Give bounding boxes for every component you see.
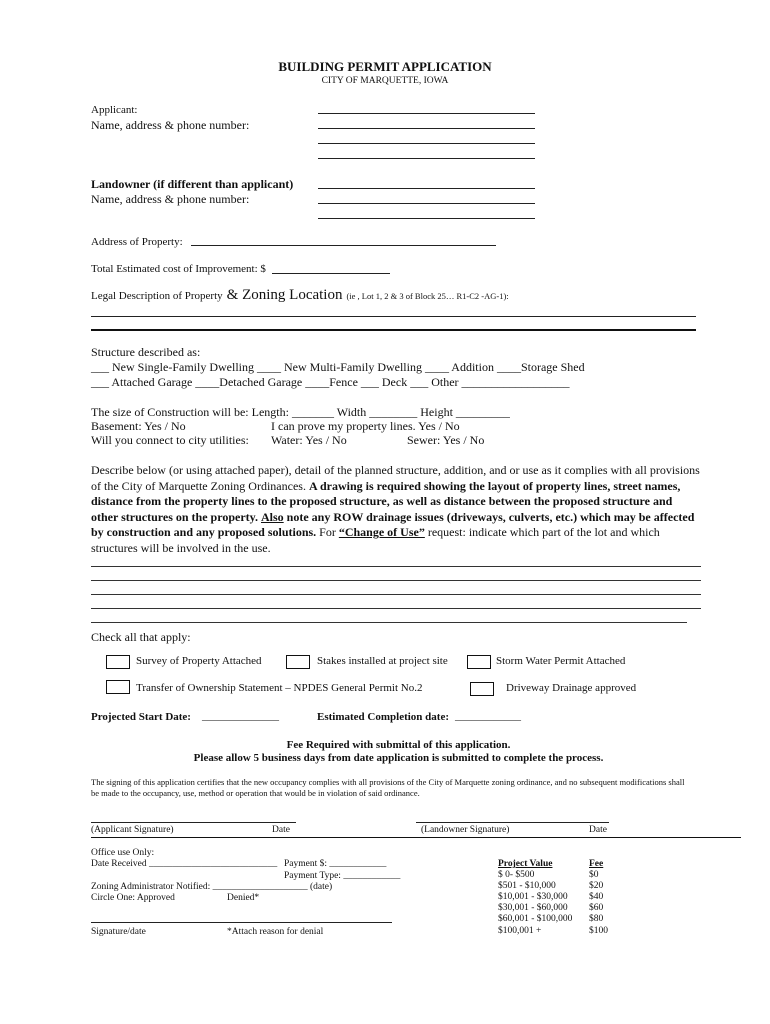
construction-size: The size of Construction will be: Length: _______ Width ________ Height _________: [91, 405, 510, 419]
fee-notice-line-1: Fee Required with submittal of this application.: [286, 739, 511, 751]
describe-line-5[interactable]: [91, 622, 687, 623]
applicant-signature-line[interactable]: [91, 822, 296, 823]
fee-row-fee: $0: [589, 870, 599, 880]
basement-question: Basement: Yes / No: [91, 419, 186, 433]
describe-change-of-use: “Change of Use”: [338, 525, 425, 539]
applicant-sublabel: Name, address & phone number:: [91, 118, 250, 132]
driveway-checkbox[interactable]: [470, 682, 494, 696]
fee-row-value: $60,001 - $100,000: [498, 914, 573, 924]
applicant-line-2[interactable]: [318, 128, 535, 129]
fee-row-fee: $20: [589, 881, 604, 891]
fee-row-value: $30,001 - $60,000: [498, 903, 568, 913]
checklist-heading: Check all that apply:: [91, 630, 191, 644]
fee-row-value: $501 - $10,000: [498, 881, 556, 891]
landowner-signature-label: (Landowner Signature): [421, 825, 510, 835]
legal-description: [91, 286, 509, 304]
signature-date-label: Signature/date: [91, 927, 146, 937]
describe-paragraph: [91, 463, 701, 556]
legal-hint: (ie , Lot 1, 2 & 3 of Block 25… R1-C2 -AG-1):: [346, 291, 509, 301]
driveway-label: Driveway Drainage approved: [506, 682, 637, 694]
page-title: BUILDING PERMIT APPLICATION: [278, 59, 492, 74]
utilities-question: Will you connect to city utilities:: [91, 433, 249, 447]
legal-label-b: & Zoning Location: [226, 287, 343, 303]
certification-text: The signing of this application certifies that the new occupancy complies with all provisions of the City of Marquette zoning ordinance, and no subsequent modifications shall be made to the occupancy, use, method or operation that would be in violation of said ordinance.: [91, 777, 685, 798]
start-date-field[interactable]: ______________: [202, 710, 279, 722]
landowner-line-1[interactable]: [318, 188, 535, 189]
fee-table-header-fee: Fee: [589, 859, 604, 869]
storm-water-checkbox[interactable]: [467, 655, 491, 669]
structure-heading: Structure described as:: [91, 345, 201, 359]
storm-water-label: Storm Water Permit Attached: [496, 655, 626, 667]
applicant-label: Applicant:: [91, 104, 138, 116]
landowner-line-2[interactable]: [318, 203, 535, 204]
fee-row-value: $ 0- $500: [498, 870, 535, 880]
denied-option[interactable]: Denied*: [227, 893, 260, 903]
water-question: Water: Yes / No: [271, 433, 347, 447]
address-label: Address of Property:: [91, 236, 183, 248]
date-received[interactable]: Date Received ___________________________: [91, 859, 278, 869]
page-subtitle: CITY OF MARQUETTE, IOWA: [321, 76, 449, 86]
applicant-line-4[interactable]: [318, 158, 535, 159]
stakes-checkbox[interactable]: [286, 655, 310, 669]
office-heading: Office use Only:: [91, 848, 155, 858]
landowner-label: Landowner (if different than applicant): [91, 177, 294, 191]
property-lines-question: I can prove my property lines. Yes / No: [271, 419, 460, 433]
legal-label-a: Legal Description of Property: [91, 290, 223, 302]
applicant-line-1[interactable]: [318, 113, 535, 114]
fee-row-fee: $100: [589, 926, 608, 936]
fee-row-fee: $80: [589, 914, 604, 924]
completion-date-field[interactable]: ____________: [455, 710, 521, 722]
transfer-checkbox[interactable]: [106, 680, 130, 694]
transfer-label: Transfer of Ownership Statement – NPDES General Permit No.2: [136, 682, 423, 694]
describe-line-2[interactable]: [91, 580, 701, 581]
fee-table-header-value: Project Value: [498, 859, 553, 869]
landowner-line-3[interactable]: [318, 218, 535, 219]
section-divider: [91, 329, 696, 331]
describe-line-1[interactable]: [91, 566, 701, 567]
describe-also: Also: [261, 509, 284, 524]
structure-row-2: ___ Attached Garage ____Detached Garage ____Fence ___ Deck ___ Other __________________: [91, 375, 570, 389]
describe-p5: request: indicate which part of the lot and which structures will be involved in the use.: [91, 525, 660, 555]
start-date-label: Projected Start Date:: [91, 711, 191, 723]
payment-field[interactable]: Payment $: ____________: [284, 859, 387, 869]
survey-label: Survey of Property Attached: [136, 655, 262, 667]
legal-line-thin[interactable]: [91, 316, 696, 317]
zoning-notified[interactable]: Zoning Administrator Notified: ____________________ (date): [91, 882, 333, 892]
office-signature-line[interactable]: [91, 922, 392, 923]
landowner-sublabel: Name, address & phone number:: [91, 192, 250, 206]
cost-line[interactable]: [272, 273, 390, 274]
survey-checkbox[interactable]: [106, 655, 130, 669]
fee-row-fee: $60: [589, 903, 604, 913]
cost-label: Total Estimated cost of Improvement: $: [91, 263, 266, 275]
office-divider: [91, 837, 741, 838]
landowner-signature-line[interactable]: [416, 822, 609, 823]
circle-one-approved[interactable]: Circle One: Approved: [91, 893, 175, 903]
describe-line-4[interactable]: [91, 608, 701, 609]
completion-date-label: Estimated Completion date:: [317, 711, 449, 723]
fee-row-value: $10,001 - $30,000: [498, 892, 568, 902]
describe-p2: A drawing is required showing the layout of property lines, street names, distance from the property lines to the proposed structure, as well as distance between the proposed structure and other structures on the property.: [91, 478, 681, 524]
describe-line-3[interactable]: [91, 594, 701, 595]
landowner-date-label: Date: [589, 825, 607, 835]
sewer-question: Sewer: Yes / No: [407, 433, 485, 447]
applicant-line-3[interactable]: [318, 143, 535, 144]
fee-row-value: $100,001 +: [498, 926, 542, 936]
fee-row-fee: $40: [589, 892, 604, 902]
describe-p1: Describe below (or using attached paper), detail of the planned structure, addition, and or use as it complies with all provisions of the City of Marquette Zoning Ordinances.: [91, 463, 700, 493]
describe-p4: For: [319, 525, 336, 539]
structure-row-1: ___ New Single-Family Dwelling ____ New Multi-Family Dwelling ____ Addition ____Storage Shed: [91, 360, 585, 374]
applicant-date-label: Date: [272, 825, 290, 835]
describe-p3: note any ROW drainage issues (driveways, culverts, etc.) which may be affected by construction and any proposed solutions.: [91, 509, 695, 539]
applicant-signature-label: (Applicant Signature): [91, 825, 174, 835]
stakes-label: Stakes installed at project site: [317, 655, 448, 667]
payment-type-field[interactable]: Payment Type: ____________: [284, 871, 401, 881]
address-line[interactable]: [191, 245, 496, 246]
denial-reason-label: *Attach reason for denial: [227, 927, 324, 937]
fee-notice-line-2: Please allow 5 business days from date application is submitted to complete the process.: [193, 752, 604, 764]
